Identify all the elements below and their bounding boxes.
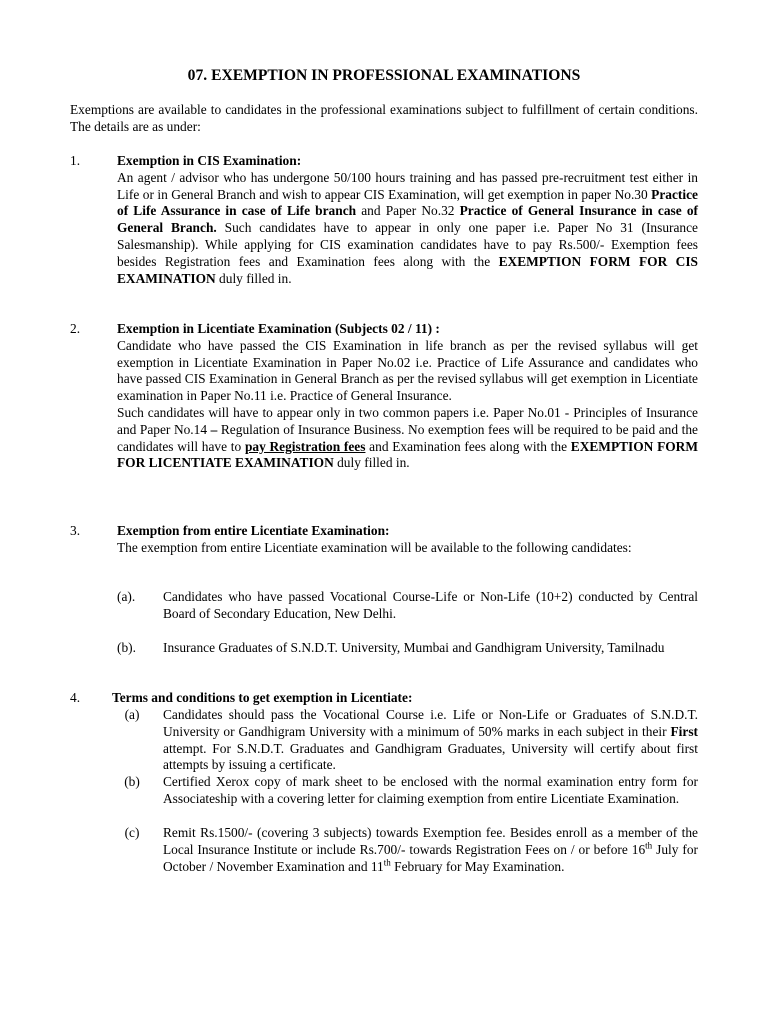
- section-number: 4.: [70, 690, 81, 705]
- superscript: th: [383, 857, 391, 868]
- list-item-text: Certified Xerox copy of mark sheet to be enclosed with the normal examination entry form for Associateship with a covering letter for claiming exemption from entire Licentiate Examination.: [163, 774, 698, 806]
- list-item-label: (a).: [117, 589, 136, 604]
- section-number: 1.: [70, 153, 81, 168]
- section-text: Candidate who have passed the CIS Examination in life branch as per the revised syllabus will get exemption in Licentiate Examination in Paper No.02 i.e. Practice of Life Assurance and candidates who have passed CIS Examination in General Branch as per the revised syllabus will get exemption in Licentiate examination in Paper No.11 i.e. Practice of General Insurance.: [117, 337, 698, 404]
- text-run: Remit Rs.1500/- (covering 3 subjects) towards Exemption fee. Besides enroll as a member of the Local Insurance Institute or include Rs.700/- towards Registration Fees on / or before 16: [163, 825, 698, 857]
- text-run: Candidates should pass the Vocational Course i.e. Life or Non-Life or Graduates of S.N.D.T. University or Gandhigram University with a minimum of 50% marks in each subject in their: [163, 707, 698, 739]
- list-item-text: [163, 825, 698, 875]
- page-title: 07. EXEMPTION IN PROFESSIONAL EXAMINATIONS: [187, 67, 581, 84]
- text-run: and Examination fees along with the: [365, 438, 571, 454]
- list-item-label: (b).: [117, 640, 136, 655]
- text-run: attempt. For S.N.D.T. Graduates and Gandhigram Graduates, University will certify about first attempts by issuing a certificate.: [163, 740, 698, 773]
- bold-text: EXEMPTION FORM FOR CIS EXAMINATION: [117, 253, 699, 286]
- superscript: th: [645, 840, 653, 851]
- bold-text: Practice of General Insurance in case of General Branch.: [117, 203, 698, 236]
- text-run: February for May Examination.: [390, 858, 565, 874]
- bold-text: EXEMPTION FORM FOR LICENTIATE EXAMINATION: [117, 438, 698, 471]
- underlined-text: pay Registration fees: [244, 438, 366, 454]
- text-run: An agent / advisor who has undergone 50/100 hours training and has passed pre-recruitment test either in Life or in General Branch and wish to appear CIS Examination, will get exemption in paper No.30: [117, 169, 698, 202]
- section-body: [117, 153, 698, 287]
- section-body: [117, 321, 698, 472]
- text-run: Such candidates will have to appear only in two common papers i.e. Paper No.01 - Principles of Insurance and Paper No.14: [117, 404, 698, 437]
- section-heading: Terms and conditions to get exemption in Licentiate:: [112, 690, 413, 705]
- section-heading: Exemption in Licentiate Examination (Subjects 02 / 11) :: [117, 321, 440, 336]
- list-item-label: (c): [124, 825, 140, 840]
- text-run: and Paper No.32: [356, 203, 460, 219]
- bold-text: First: [670, 723, 698, 739]
- intro-paragraph: Exemptions are available to candidates in the professional examinations subject to fulfillment of certain conditions. The details are as under:: [70, 102, 698, 134]
- list-item-label: (b): [124, 774, 140, 789]
- list-item-text: Candidates who have passed Vocational Course-Life or Non-Life (10+2) conducted by Central Board of Secondary Education, New Delhi.: [163, 589, 698, 621]
- bold-text: Practice of Life Assurance in case of Life branch: [117, 186, 698, 219]
- section-number: 2.: [70, 321, 81, 336]
- text-run: July for October / November Examination and 11: [163, 841, 698, 874]
- section-text: The exemption from entire Licentiate examination will be available to the following candidates:: [117, 539, 632, 555]
- section-heading: Exemption in CIS Examination:: [117, 153, 302, 168]
- section-text: [117, 170, 698, 288]
- list-item-text: Insurance Graduates of S.N.D.T. University, Mumbai and Gandhigram University, Tamilnadu: [163, 640, 665, 655]
- text-run: duly filled in.: [215, 270, 292, 286]
- section-heading: Exemption from entire Licentiate Examination:: [117, 523, 390, 538]
- list-item-label: (a): [124, 707, 140, 722]
- text-run: Regulation of Insurance Business. No exemption fees will be required to be paid and the candidates will have to: [117, 421, 698, 454]
- section-body: [117, 523, 698, 557]
- text-run: Such candidates have to appear in only one paper i.e. Paper No 31 (Insurance Salesmanship). While applying for CIS examination candidates have to pay Rs.500/- Exemption fees besides Registration fees and Examination fees along with the: [117, 220, 699, 269]
- text-run: duly filled in.: [333, 455, 410, 471]
- list-item-text: [163, 707, 698, 774]
- section-number: 3.: [70, 523, 81, 538]
- section-text: [117, 405, 698, 472]
- bold-text: –: [210, 421, 218, 437]
